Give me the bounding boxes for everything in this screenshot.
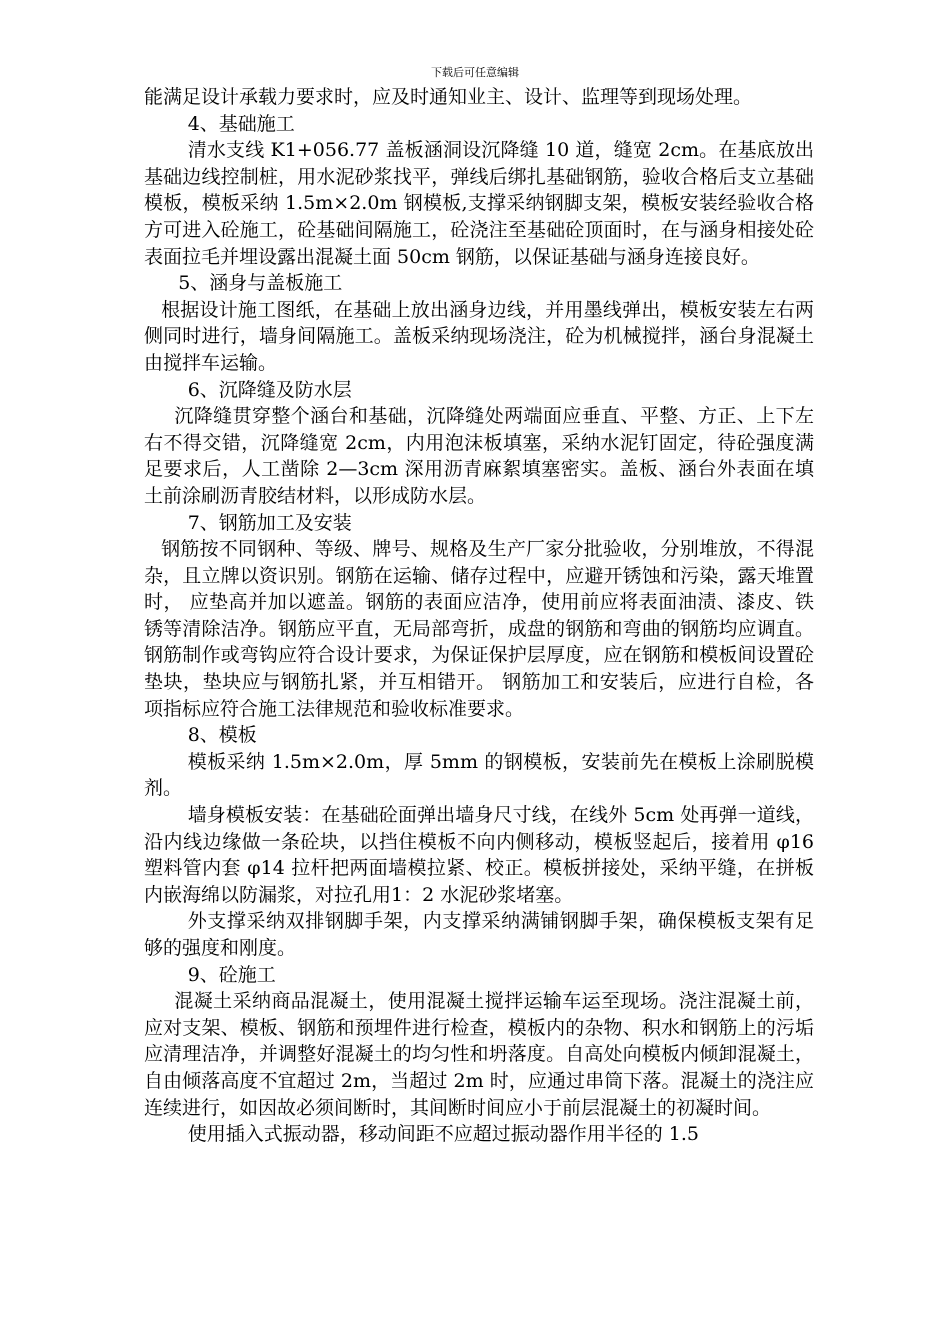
paragraph: 沉降缝贯穿整个涵台和基础，沉降缝处两端面应垂直、平整、方正、上下左右不得交错，沉降缝宽 2cm，内用泡沫板填塞，采纳水泥钉固定，待砼强度满足要求后，人工凿除 2—3cm 深用沥青麻絮填塞密实。盖板、涵台外表面在填土前涂刷沥青胶结材料，以形成防水层。 bbox=[144, 405, 814, 507]
paragraph: 墙身模板安装：在基础砼面弹出墙身尺寸线，在线外 5cm 处再弹一道线，沿内线边缘做一条砼块，以挡住模板不向内侧移动，模板竖起后，接着用 φ16 塑料管内套 φ14 拉杆把两面墙模拉紧、校正。模板拼接处，采纳平缝，在拼板内嵌海绵以防漏浆，对拉孔用1：2 水泥砂浆堵塞。 bbox=[144, 804, 814, 906]
paragraph: 模板采纳 1.5m×2.0m，厚 5mm 的钢模板，安装前先在模板上涂刷脱模剂。 bbox=[144, 750, 814, 800]
paragraph: 能满足设计承载力要求时，应及时通知业主、设计、监理等到现场处理。 bbox=[144, 86, 753, 108]
section-heading: 7、钢筋加工及安装 bbox=[187, 511, 352, 534]
paragraph: 外支撑采纳双排钢脚手架，内支撑采纳满铺钢脚手架，确保模板支架有足够的强度和刚度。 bbox=[144, 910, 814, 959]
paragraph: 清水支线 K1+056.77 盖板涵洞设沉降缝 10 道，缝宽 2cm。在基底放出基础边线控制桩，用水泥砂浆找平，弹线后绑扎基础钢筋，验收合格后支立基础模板，模板采纳 1.5m×2.0m 钢模板,支撑采纳钢脚支架，模板安装经验收合格方可进入砼施工，砼基础间隔施工，砼浇注至基础砼顶面时，在与涵身相接处砼表面拉毛并埋设露出混凝土面 50cm 钢筋，以保证基础与涵身连接良好。 bbox=[144, 139, 814, 268]
section-heading: 6、沉降缝及防水层 bbox=[187, 378, 352, 401]
section-heading: 5、涵身与盖板施工 bbox=[178, 272, 343, 295]
paragraph: 钢筋按不同钢种、等级、牌号、规格及生产厂家分批验收，分别堆放，不得混杂，且立牌以资识别。钢筋在运输、储存过程中，应避开锈蚀和污染，露天堆置时， 应垫高并加以遮盖。钢筋的表面应洁净，使用前应将表面油渍、漆皮、铁锈等清除洁净。钢筋应平直，无局部弯折，成盘的钢筋和弯曲的钢筋均应调直。钢筋制作或弯钩应符合设计要求，为保证保护层厚度，应在钢筋和模板间设置砼垫块，垫块应与钢筋扎紧，并互相错开。 钢筋加工和安装后，应进行自检，各项指标应符合施工法律规范和验收标准要求。 bbox=[144, 538, 814, 720]
document-body bbox=[144, 84, 814, 1148]
paragraph: 根据设计施工图纸，在基础上放出涵身边线，并用墨线弹出，模板安装左右两侧同时进行，墙身间隔施工。盖板采纳现场浇注，砼为机械搅拌，涵台身混凝土由搅拌车运输。 bbox=[144, 298, 814, 374]
section-heading: 4、基础施工 bbox=[187, 112, 295, 135]
section-heading: 9、砼施工 bbox=[187, 963, 276, 986]
page-header: 下载后可任意编辑 bbox=[431, 66, 519, 79]
paragraph: 使用插入式振动器，移动间距不应超过振动器作用半径的 1.5 bbox=[187, 1123, 699, 1146]
paragraph: 混凝土采纳商品混凝土，使用混凝土搅拌运输车运至现场。浇注混凝土前，应对支架、模板、钢筋和预埋件进行检查，模板内的杂物、积水和钢筋上的污垢应清理洁净，并调整好混凝土的均匀性和坍落度。自高处向模板内倾卸混凝土，自由倾落高度不宜超过 2m，当超过 2m 时，应通过串筒下落。混凝土的浇注应连续进行，如因故必须间断时，其间断时间应小于前层混凝土的初凝时间。 bbox=[144, 990, 814, 1119]
section-heading: 8、模板 bbox=[187, 724, 257, 747]
